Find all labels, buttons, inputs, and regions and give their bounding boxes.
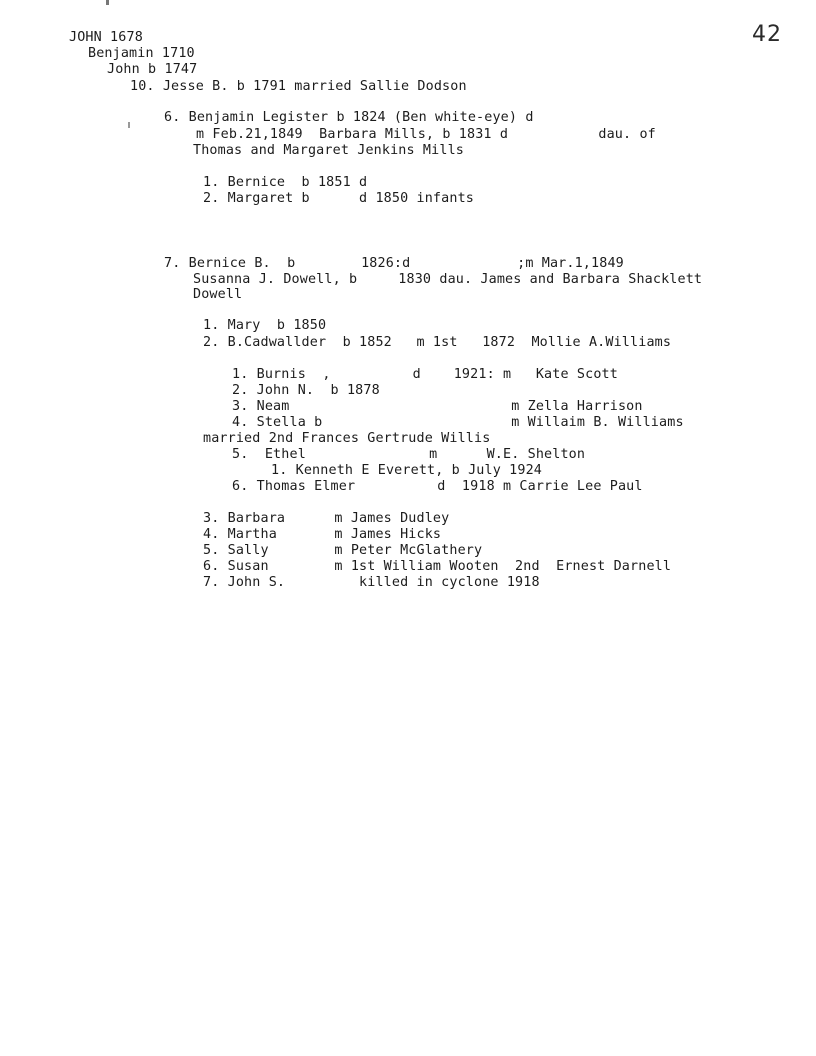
text-line: 5. Ethel m W.E. Shelton <box>232 447 586 462</box>
text-line: 3. Barbara m James Dudley <box>203 511 450 526</box>
text-line: 6. Susan m 1st William Wooten 2nd Ernest Darnell <box>203 559 672 574</box>
margin-mark <box>128 122 130 128</box>
text-line: 5. Sally m Peter McGlathery <box>203 543 483 558</box>
text-line: 1. Bernice b 1851 d <box>203 175 368 190</box>
text-line: 7. Bernice B. b 1826:d ;m Mar.1,1849 <box>164 256 624 271</box>
text-line: 1. Burnis , d 1921: m Kate Scott <box>232 367 618 382</box>
text-line: 6. Benjamin Legister b 1824 (Ben white-eye) d <box>164 110 534 125</box>
text-line: John b 1747 <box>107 62 198 77</box>
text-line: Dowell <box>193 287 243 302</box>
text-line: 7. John S. killed in cyclone 1918 <box>203 575 540 590</box>
text-line: 2. B.Cadwallder b 1852 m 1st 1872 Mollie A.Williams <box>203 335 672 350</box>
ink-mark <box>106 0 109 5</box>
text-line: 1. Kenneth E Everett, b July 1924 <box>271 463 542 478</box>
text-line: m Feb.21,1849 Barbara Mills, b 1831 d dau. of <box>196 127 656 142</box>
text-line: JOHN 1678 <box>69 30 143 45</box>
text-line: 2. Margaret b d 1850 infants <box>203 191 474 206</box>
text-line: 6. Thomas Elmer d 1918 m Carrie Lee Paul <box>232 479 643 494</box>
text-line: married 2nd Frances Gertrude Willis <box>203 431 491 446</box>
page-number: 42 <box>752 22 782 47</box>
text-line: 10. Jesse B. b 1791 married Sallie Dodson <box>130 79 467 94</box>
text-line: Thomas and Margaret Jenkins Mills <box>193 143 464 158</box>
text-line: 4. Stella b m Willaim B. Williams <box>232 415 684 430</box>
text-line: 1. Mary b 1850 <box>203 318 327 333</box>
text-line: Susanna J. Dowell, b 1830 dau. James and Barbara Shacklett <box>193 272 703 287</box>
text-line: Benjamin 1710 <box>88 46 195 61</box>
text-line: 3. Neam m Zella Harrison <box>232 399 643 414</box>
text-line: 4. Martha m James Hicks <box>203 527 442 542</box>
text-line: 2. John N. b 1878 <box>232 383 380 398</box>
